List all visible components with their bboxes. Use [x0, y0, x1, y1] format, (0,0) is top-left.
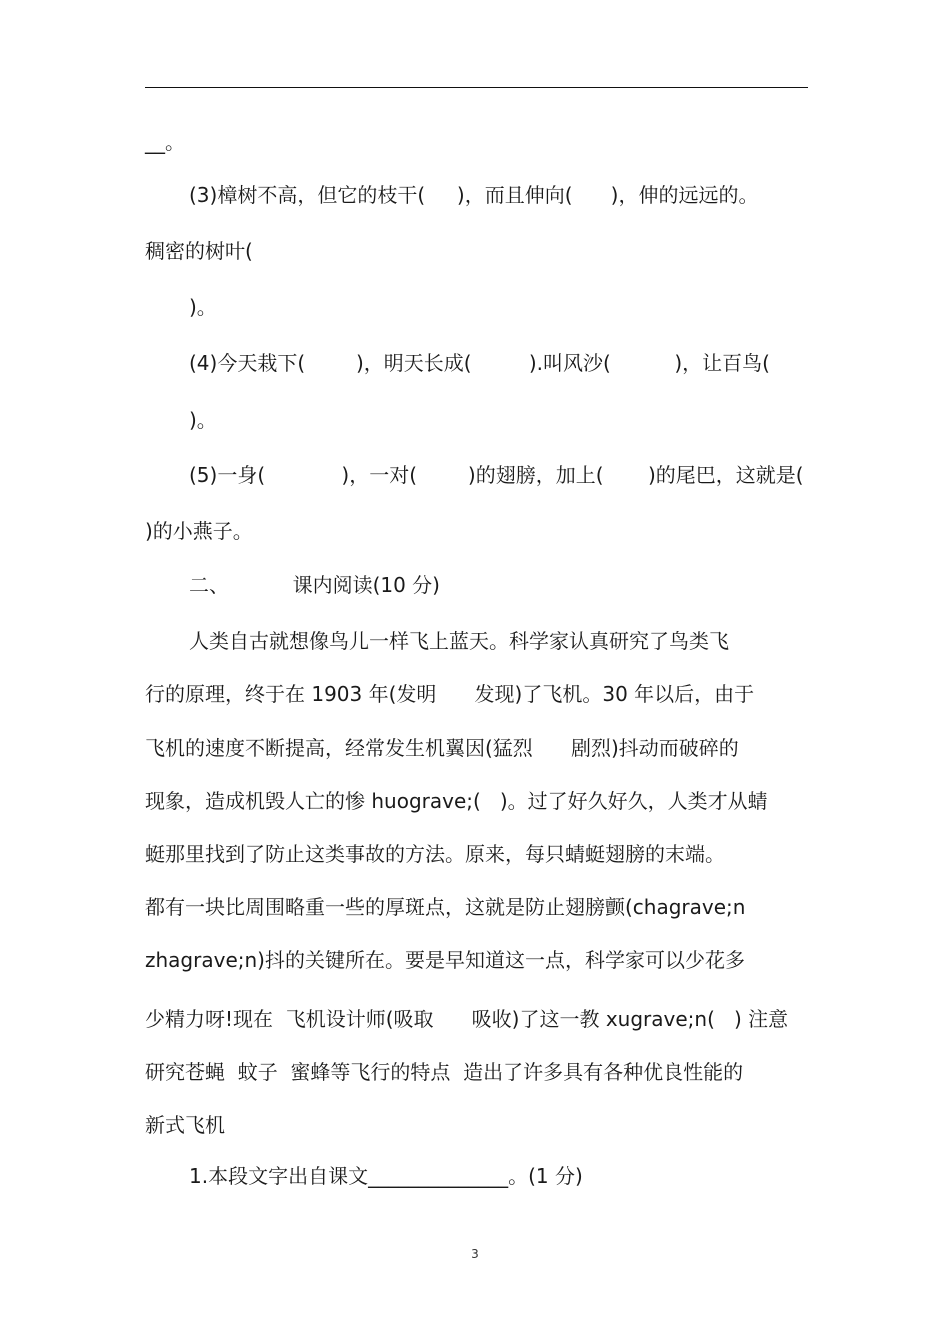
passage-line: 研究苍蝇 蚊子 蜜蜂等飞行的特点 造出了许多具有各种优良性能的 [145, 1060, 744, 1084]
passage-line: 现象，造成机毁人亡的惨 huograve;( )。过了好久好久，人类才从蜻 [145, 789, 768, 813]
question-4-line: (4)今天栽下( )，明天长成( ).叫风沙( )，让百鸟( [189, 351, 770, 375]
passage-line: 少精力呀!现在 飞机设计师(吸取 吸收)了这一教 xugrave;n( ) 注意 [145, 1007, 789, 1031]
section-heading: 二、 课内阅读(10 分) [189, 573, 440, 597]
page-number: 3 [471, 1247, 479, 1261]
text-line: )。 [189, 408, 217, 432]
passage-line: 蜓那里找到了防止这类事故的方法。原来，每只蜻蜓翅膀的末端。 [145, 842, 725, 866]
answer-underline [145, 87, 808, 88]
passage-line: 飞机的速度不断提高，经常发生机翼因(猛烈 剧烈)抖动而破碎的 [145, 736, 739, 760]
passage-line: 新式飞机 [145, 1113, 225, 1137]
text-line: __。 [145, 130, 185, 154]
passage-line: 人类自古就想像鸟儿一样飞上蓝天。科学家认真研究了鸟类飞 [189, 629, 729, 653]
passage-line: 行的原理，终于在 1903 年(发明 发现)了飞机。30 年以后，由于 [145, 682, 755, 706]
passage-line: 都有一块比周围略重一些的厚斑点，这就是防止翅膀颤(chagrave;n [145, 895, 746, 919]
text-line: )。 [189, 295, 217, 319]
text-line: )的小燕子。 [145, 519, 253, 543]
passage-line: zhagrave;n)抖的关键所在。要是早知道这一点，科学家可以少花多 [145, 948, 745, 972]
text-line: 稠密的树叶( [145, 239, 253, 263]
question-1-line: 1.本段文字出自课文______________。(1 分) [189, 1164, 583, 1188]
question-3-line: (3)樟树不高，但它的枝干( )，而且伸向( )，伸的远远的。 [189, 183, 759, 207]
question-5-line: (5)一身( )，一对( )的翅膀，加上( )的尾巴，这就是( [189, 463, 804, 487]
